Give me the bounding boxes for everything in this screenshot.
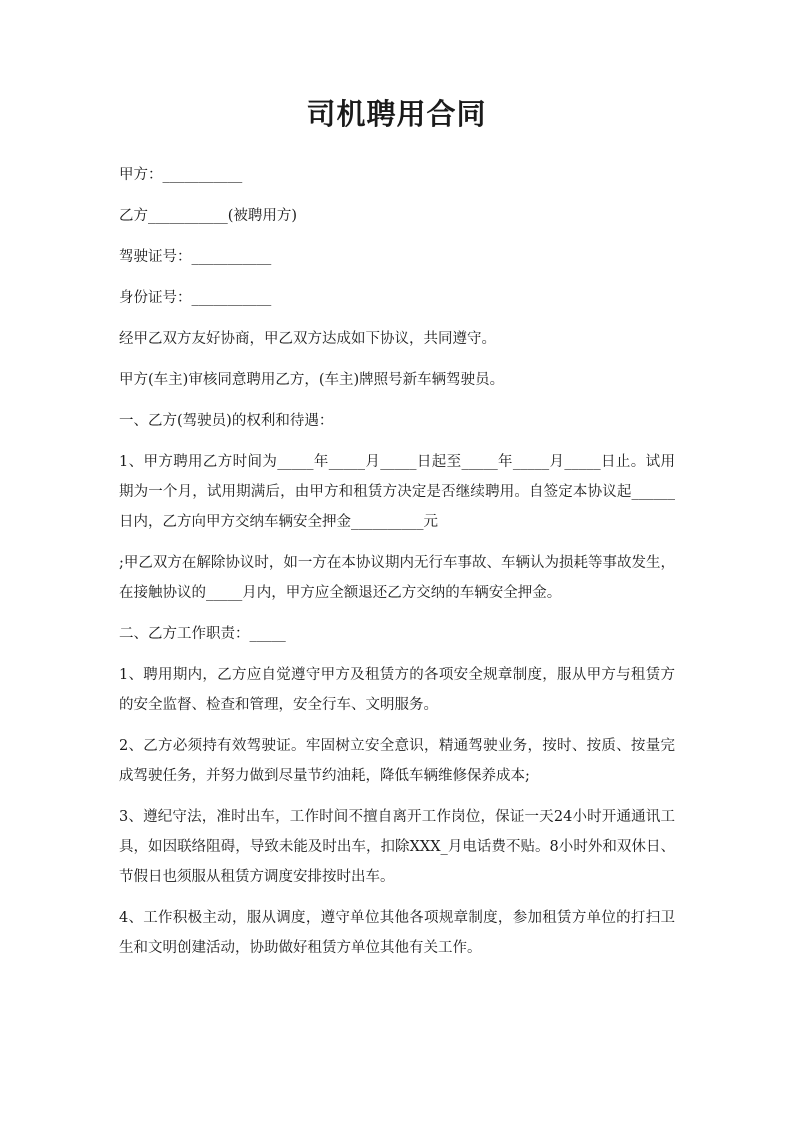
driver-license-line: 驾驶证号：___________ [119,249,272,265]
section-2-heading: 二、乙方工作职责：_____ [119,626,286,642]
section-2-item-4: 4、工作积极主动，服从调度，遵守单位其他各项规章制度，参加租赁方单位的打扫卫生和文明创建活动，协助做好租赁方单位其他有关工作。 [119,910,675,956]
agreement-intro: 经甲乙双方友好协商，甲乙双方达成如下协议，共同遵守。 [119,331,496,347]
section-1-heading: 一、乙方(驾驶员)的权利和待遇： [119,413,334,429]
id-number-line: 身份证号：___________ [119,290,272,306]
document-title: 司机聘用合同 [306,97,487,131]
party-a-line: 甲方：___________ [119,167,243,183]
section-1-item-1: 1、甲方聘用乙方时间为_____年_____月_____日起至_____年_____月_____日止。试用期为一个月，试用期满后，由甲方和租赁方决定是否继续聘用。自签定本协议起______日内，乙方向甲方交纳车辆安全押金__________元 [119,454,675,530]
hiring-statement: 甲方(车主)审核同意聘用乙方，(车主)牌照号新车辆驾驶员。 [119,372,505,388]
section-2-item-3: 3、遵纪守法，准时出车，工作时间不擅自离开工作岗位，保证一天24小时开通通讯工具，如因联络阻碍，导致未能及时出车，扣除XXX_月电话费不贴。8小时外和双休日、节假日也须服从租赁方调度安排按时出车。 [119,809,675,885]
document-body [119,160,675,974]
section-1-item-1-cont: ;甲乙双方在解除协议时，如一方在本协议期内无行车事故、车辆认为损耗等事故发生，在接触协议的_____月内，甲方应全额退还乙方交纳的车辆安全押金。 [119,555,675,601]
party-b-line: 乙方___________(被聘用方) [119,208,298,224]
section-2-item-2: 2、乙方必须持有效驾驶证。牢固树立安全意识，精通驾驶业务，按时、按质、按量完成驾驶任务，并努力做到尽量节约油耗，降低车辆维修保养成本; [119,738,675,784]
section-2-item-1: 1、聘用期内，乙方应自觉遵守甲方及租赁方的各项安全规章制度，服从甲方与租赁方的安全监督、检查和管理，安全行车、文明服务。 [119,667,675,713]
